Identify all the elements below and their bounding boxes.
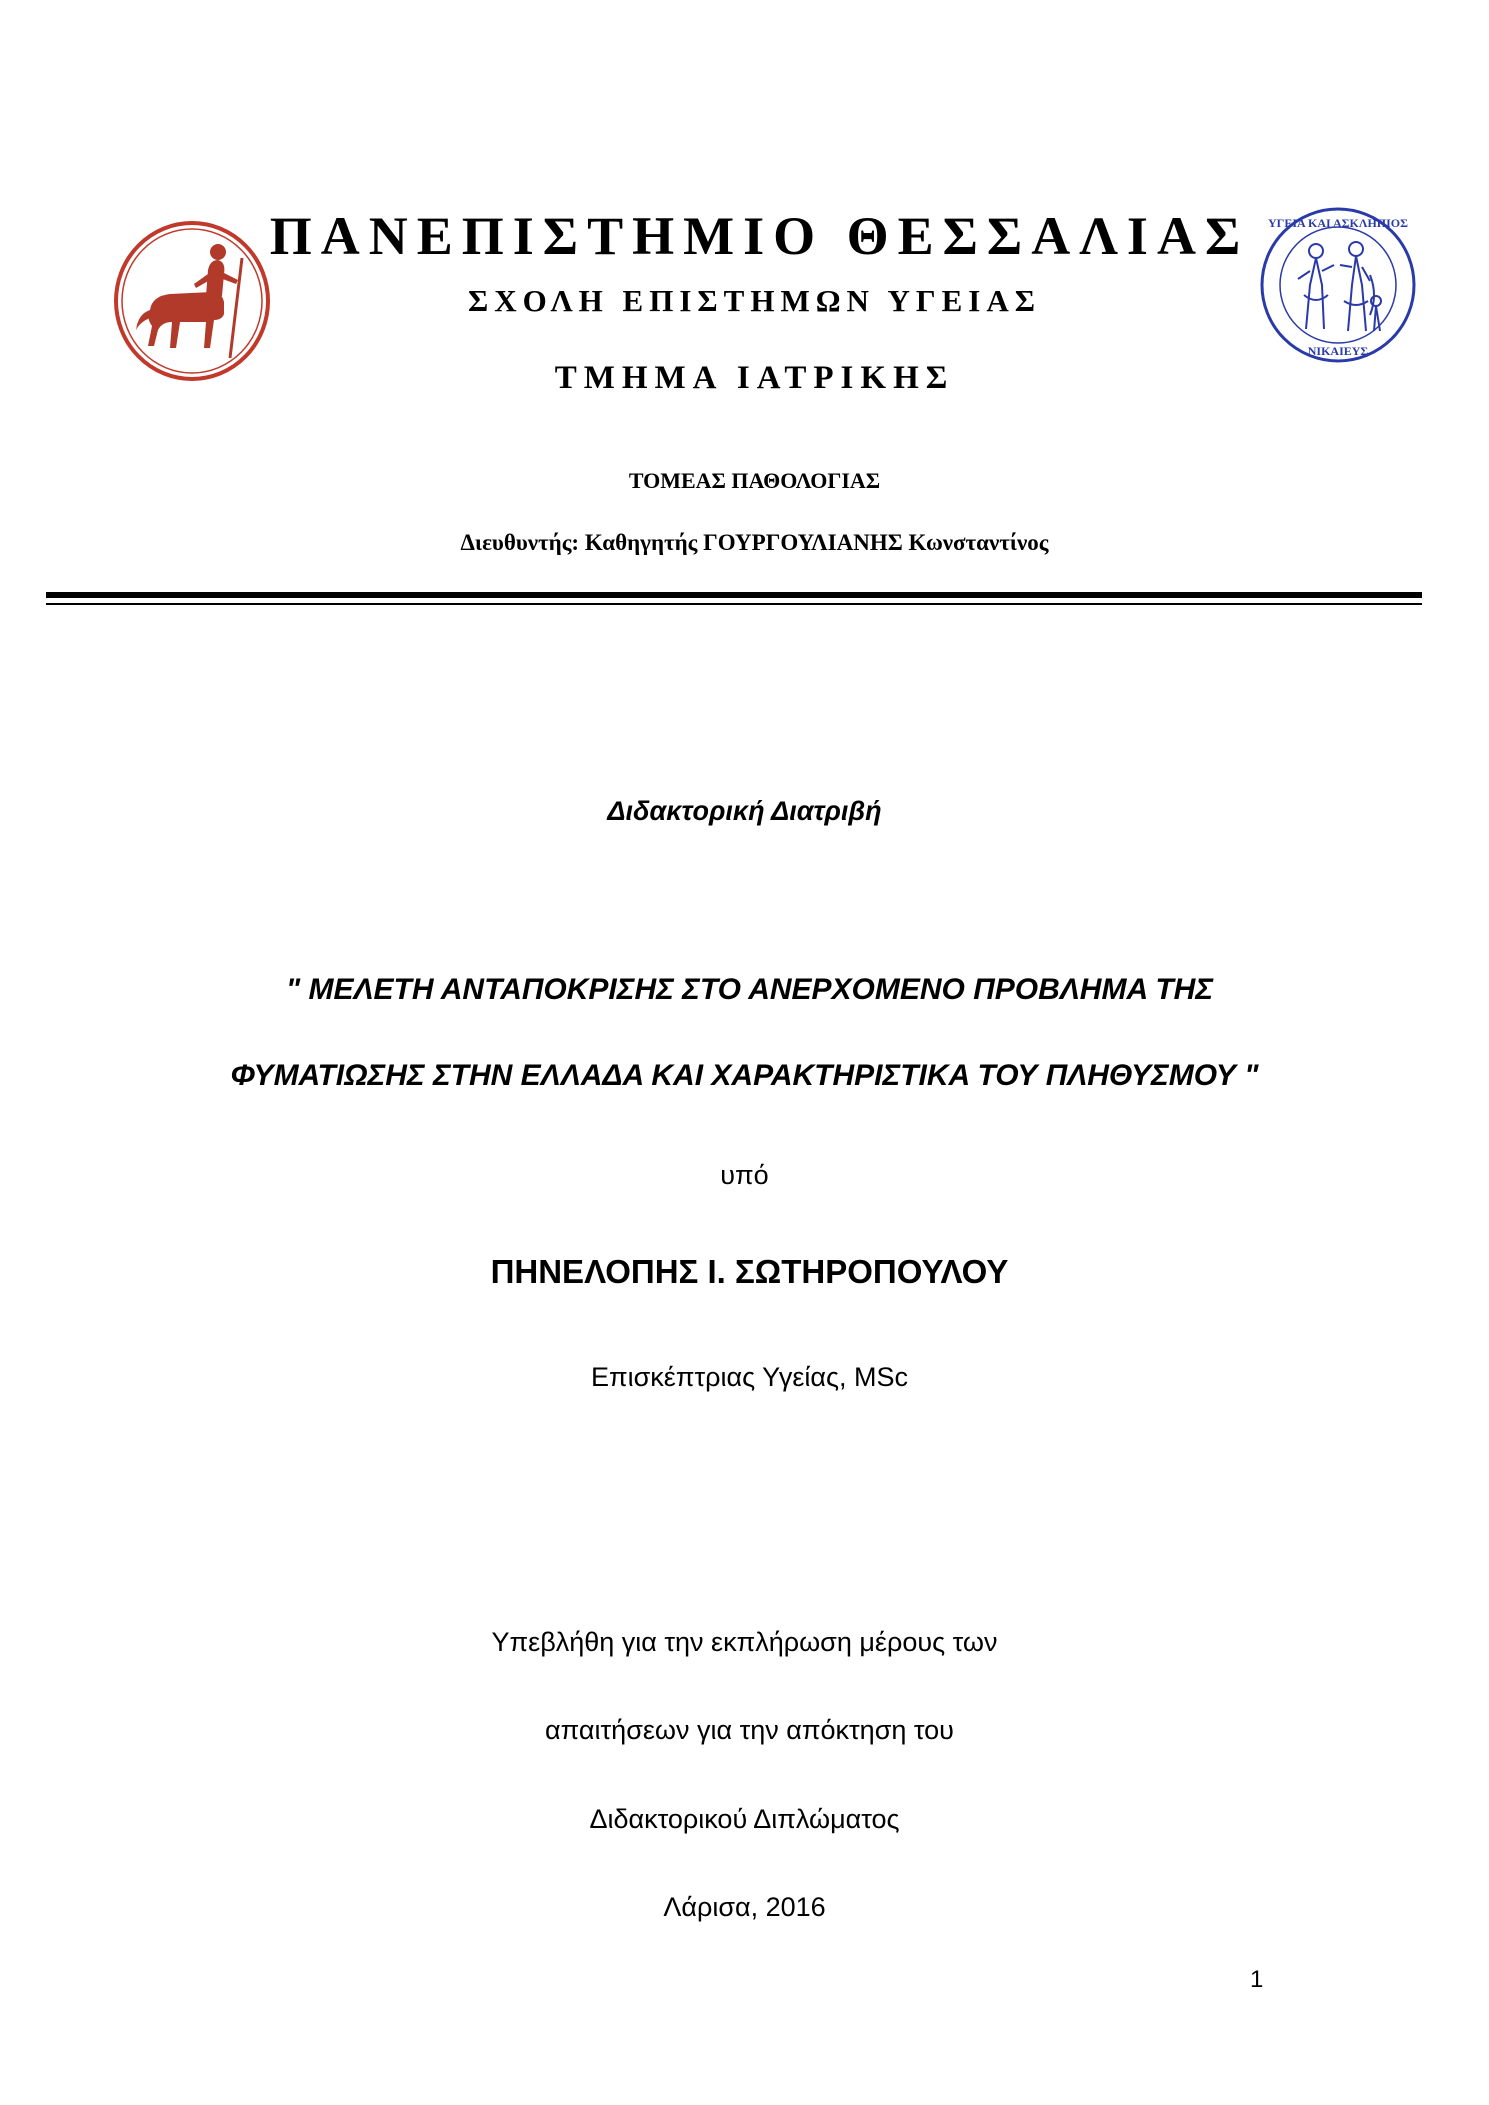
submission-line-1: Υπεβλήθη για την εκπλήρωση μέρους των — [491, 1627, 998, 1657]
submission-line-3: Διδακτορικού Διπλώματος — [589, 1804, 900, 1834]
school-name: ΣΧΟΛΗ ΕΠΙΣΤΗΜΩΝ ΥΓΕΙΑΣ — [467, 283, 1042, 318]
submission-line-2: απαιτήσεων για την απόκτηση του — [545, 1715, 954, 1745]
thesis-title-line-2: ΦΥΜΑΤΙΩΣΗΣ ΣΤΗΝ ΕΛΛΑΔΑ ΚΑΙ ΧΑΡΑΚΤΗΡΙΣΤΙΚΑ ΤΟΥ ΠΛΗΘΥΣΜΟΥ " — [230, 1059, 1259, 1092]
seal-top-text: ΥΓΕΙΑ ΚΑΙ ΑΣΚΛΗΠΙΟΣ — [1268, 216, 1408, 230]
seal-bottom-text: ΝΙΚΑΙΕΥΣ — [1307, 344, 1369, 358]
document-type: Διδακτορική Διατριβή — [607, 796, 882, 826]
header-divider-thick — [46, 592, 1422, 598]
director-line: Διευθυντής: Καθηγητής ΓΟΥΡΓΟΥΛΙΑΝΗΣ Κωνσταντίνος — [460, 530, 1049, 555]
place-and-year: Λάρισα, 2016 — [663, 1892, 826, 1922]
sector-name: ΤΟΜΕΑΣ ΠΑΘΟΛΟΓΙΑΣ — [628, 468, 881, 493]
author-role: Επισκέπτριας Υγείας, MSc — [591, 1362, 908, 1392]
thesis-title-line-1: " ΜΕΛΕΤΗ ΑΝΤΑΠΟΚΡΙΣΗΣ ΣΤΟ ΑΝΕΡΧΟΜΕΝΟ ΠΡΟΒΛΗΜΑ ΤΗΣ — [285, 973, 1214, 1006]
page-number: 1 — [1250, 1966, 1264, 1993]
university-name: ΠΑΝΕΠΙΣΤΗΜΙΟ ΘΕΣΣΑΛΙΑΣ — [269, 206, 1250, 266]
by-label: υπό — [720, 1160, 769, 1190]
header-divider-thin — [46, 603, 1422, 605]
author-name: ΠΗΝΕΛΟΠΗΣ Ι. ΣΩΤΗΡΟΠΟΥΛΟΥ — [490, 1253, 1009, 1290]
department-name: ΤΜΗΜΑ ΙΑΤΡΙΚΗΣ — [554, 360, 955, 396]
